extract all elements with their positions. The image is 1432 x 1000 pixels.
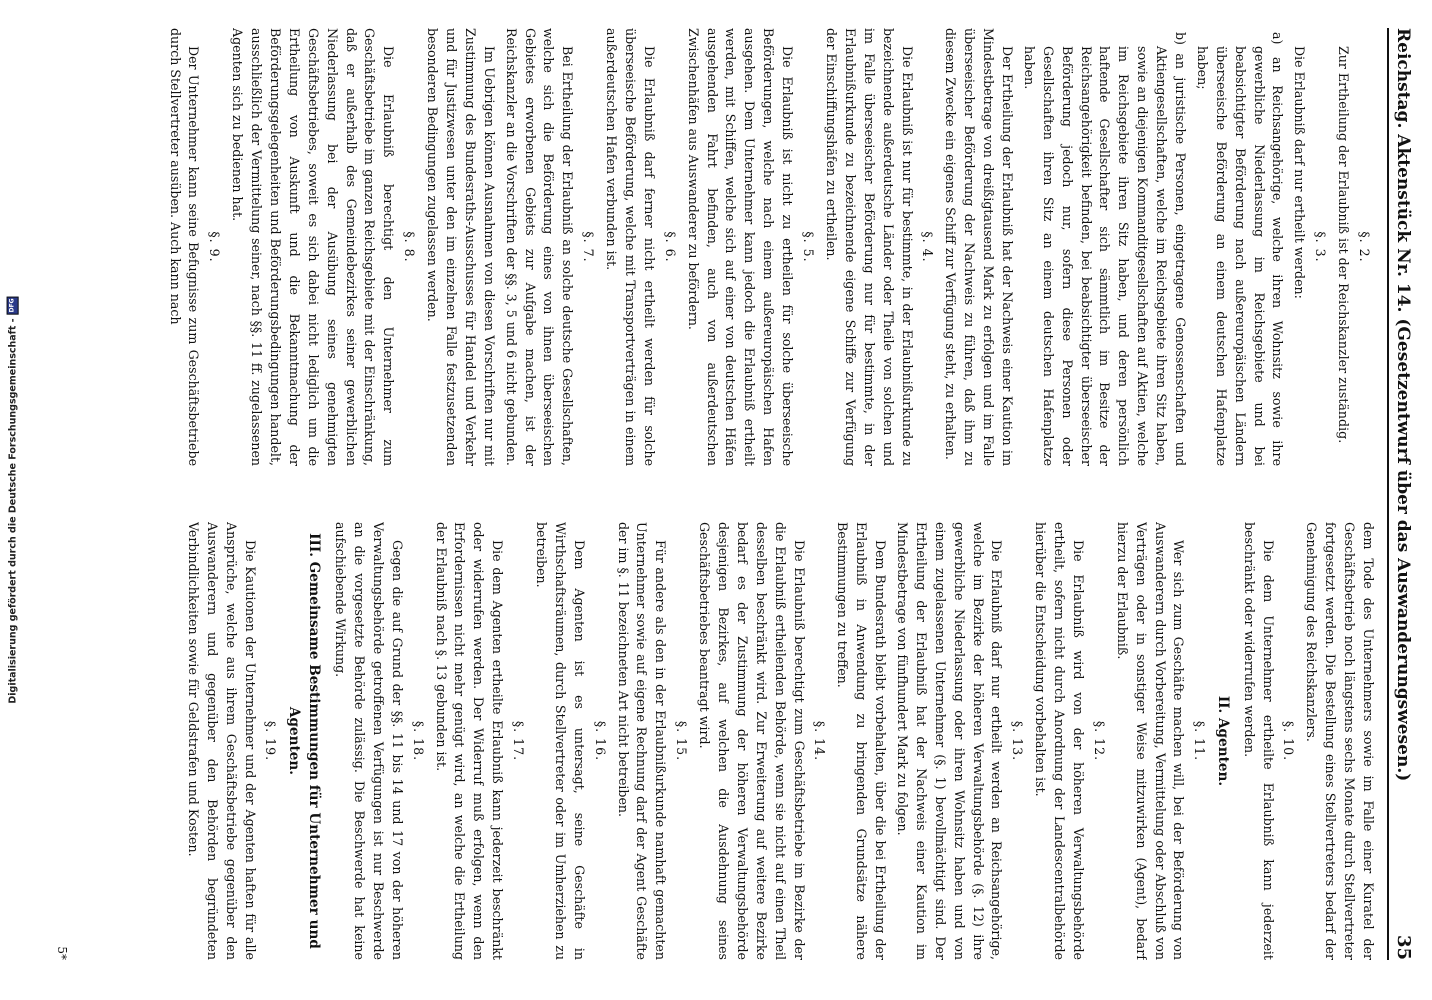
paragraph: Die dem Agenten ertheilte Erlaubniß kann jederzeit beschränkt oder widerrufen werden. Der Widerruf muß erfolgen, wenn den Erfordernissen nicht mehr genügt wird, an welche die Ertheilung der Erlaubniß nach §. 13 gebunden ist.: [433, 521, 506, 960]
paragraph: Die Erlaubniß darf nur ertheilt werden an Reichsangehörige, welche im Bezirke der höheren Verwaltungsbehörde (§. 12) ihre gewerbliche Niederlassung oder ihren Wohnsitz haben und von einem zugelassenen Unternehmer (§. 1) bevollmächtigt sind. Der Ertheilung der Erlaubniß hat der Nachweis einer Kaution im Mindestbetrage von fünfhundert Mark zu folgen.: [895, 521, 1005, 960]
dfg-logo: DFG: [7, 296, 19, 314]
section-number: §. 10.: [1281, 720, 1297, 762]
section-number: §. 11.: [1192, 720, 1208, 762]
section-number: §. 12.: [1091, 720, 1107, 762]
paragraph: Für andere als den in der Erlaubnißurkunde namhaft gemachten Unternehmer sowie auf eigene Rechnung darf der Agent Geschäfte der im §. 11 bezeichneten Art nicht betreiben.: [615, 521, 669, 960]
page-number: 35: [1393, 934, 1414, 960]
paragraph: Die Erlaubniß berechtigt zum Geschäftsbetriebe im Bezirke der die Erlaubniß ertheilenden Behörde, wenn sie nicht auf einen Theil desselben beschränkt wird. Zur Erweiterung auf weitere Bezirke bedarf es der Zustimmung der höheren Verwaltungsbehörde desjenigen Bezirkes, auf welchen die Ausdehnung seines Geschäftsbetriebes beantragt wird.: [697, 521, 807, 960]
section-number: §. 13.: [1010, 720, 1026, 762]
list-item: b) an juristische Personen, eingetragene Genossenschaften und Aktiengesellschaften, welche im Reichsgebiete ihren Sitz haben, sowie an diejenigen Kommanditgesellschaften auf Aktien, welche im Reichsgebiete ihren Sitz haben, und deren persönlich haftende Gesellschafter sich sämmtlich im Besitze der Reichsangehörigkeit befinden, bei beabsichtigter überseeischer Beförderung jedoch nur, sofern diese Personen oder Gesellschaften ihren Sitz an einem deutschen Hafenplatze haben.: [1021, 32, 1188, 467]
section-number: §. 4.: [920, 231, 936, 263]
paragraph: Zur Ertheilung der Erlaubniß ist der Reichskanzler zuständig.: [1336, 46, 1352, 444]
paragraph: Der Unternehmer kann seine Befugnisse zum Geschäftsbetriebe durch Stellvertreter ausüben. Auch kann nach: [167, 28, 202, 467]
paragraph: Im Uebrigen können Ausnahmen von diesen Vorschriften nur mit Zustimmung des Bundesraths-Ausschusses für Handel und Verkehr und für Justizwesen unter den im einzelnen Falle festzusetzenden besonderen Bedingungen zugelassen werden.: [425, 28, 497, 467]
paragraph: Die Erlaubniß darf nur ertheilt werden:: [1292, 46, 1308, 299]
section-number: §. 8.: [402, 231, 418, 263]
paragraph: Bei Ertheilung der Erlaubniß an solche deutsche Gesellschaften, welche sich die Beförderung eines von ihnen überseeischen Gebietes erworbenen Gebiets zur Aufgabe machen, ist der Reichskanzler an die Vorschriften der §§. 3, 5 und 6 nicht gebunden.: [503, 28, 576, 467]
right-column: [77, 522, 1377, 960]
paragraph: Wer sich zum Geschäfte machen will, bei der Beförderung von Auswanderern durch Vorbereitung, Vermittelung oder Abschluß von Verträgen oder in sonstiger Weise mitzuwirken (Agent), bedarf hierzu der Erlaubniß.: [1114, 521, 1187, 960]
paragraph: dem Tode des Unternehmers sowie im Falle einer Kuratel der Geschäftsbetrieb noch längstens sechs Monate durch Stellvertreter fortgesetzt werden. Die Bestellung eines Stellvertreters bedarf der Genehmigung des Reichskanzlers.: [1304, 521, 1376, 960]
signature-mark: 5*: [55, 946, 69, 960]
paragraph: Die Erlaubniß darf ferner nicht ertheilt werden für solche überseeische Beförderung, welche mit Transportverträgen in einem außerdeutschen Hafen verbunden ist.: [604, 28, 657, 467]
paragraph: Die Erlaubniß ist nicht zu ertheilen für solche überseeische Beförderungen, welche nach einem außereuropäischen Hafen ausgehen. Dem Unternehmer kann jedoch die Erlaubniß ertheilt werden, mit Schiffen, welche sich auf einer von deutschen Häfen ausgehenden Fahrt befinden, auch von außerdeutschen Zwischenhäfen aus Auswanderer zu befördern.: [685, 28, 796, 467]
paragraph: Die Erlaubniß wird von der höheren Verwaltungsbehörde ertheilt, sofern nicht durch Anordnung der Landescentralbehörde hierüber die Entscheidung vorbehalten ist.: [1033, 521, 1087, 960]
paragraph: Gegen die auf Grund der §§. 11 bis 14 und 17 von der höheren Verwaltungsbehörde getroffenen Verfügungen ist nur Beschwerde an die vorgesetzte Behörde zulässig. Die Beschwerde hat keine aufschiebende Wirkung.: [333, 521, 405, 960]
left-column: [77, 28, 1377, 466]
paragraph: Die dem Unternehmer ertheilte Erlaubniß kann jederzeit beschränkt oder widerrufen werden.: [1241, 521, 1276, 960]
text-columns: [77, 28, 1377, 960]
paragraph: Die Kautionen der Unternehmer und der Agenten haften für alle Ansprüche, welche aus ihrem Geschäftsbetriebe gegenüber den Auswanderern und gegenüber den Behörden begründeten Verbindlichkeiten sowie für Geldstrafen und Kosten.: [185, 521, 258, 960]
digitization-note: Digitalisierung gefördert durch die Deutsche Forschungsgemeinschaft -: [7, 318, 19, 704]
section-heading: III. Gemeinsame Bestimmungen für Unternehmer und Agenten.: [285, 533, 323, 949]
section-number: §. 9.: [207, 231, 223, 263]
paragraph: Die Erlaubniß ist nur für bestimmte, in der Erlaubnißurkunde zu bezeichnende außerdeutsche Länder oder Theile von solchen und im Falle überseeischer Beförderung nur für bestimmte, in der Erlaubnißurkunde zu bezeichnende eigene Schiffe zur Verfügung der Einschiffungshäfen zu ertheilen.: [823, 28, 915, 467]
section-number: §. 16.: [592, 720, 608, 762]
section-number: §. 15.: [674, 720, 690, 762]
paragraph: Dem Agenten ist es untersagt, seine Geschäfte in Wirthschaftsräumen, durch Stellvertreter oder im Umherziehen zu betreiben.: [533, 521, 587, 960]
list-item: a) an Reichsangehörige, welche ihren Wohnsitz sowie ihre gewerbliche Niederlassung im Reichsgebiete und bei beabsichtigter Beförderung nach außereuropäischen Ländern überseeische Beförderung an einem deutschen Hafenplatze haben;: [1194, 32, 1286, 467]
section-number: §. 17.: [511, 720, 527, 762]
paragraph: Die Erlaubniß berechtigt den Unternehmer zum Geschäftsbetriebe im ganzen Reichsgebiete mit der Einschränkung, daß er außerhalb des Gemeindebezirkes seiner gewerblichen Niederlassung bei der Ausübung seines genehmigten Geschäftsbetriebes, soweit es sich dabei nicht lediglich um die Ertheilung von Auskunft und die Bekanntmachung der Beförderungsgelegenheiten und Beförderungsbedingungen handelt, ausschließlich der Vermittelung seiner, nach §§. 11 ff. zugelassenen Agenten sich zu bedienen hat.: [230, 28, 397, 467]
page-header: [1387, 28, 1414, 960]
paragraph: Dem Bundesrath bleibt vorbehalten, über die bei Ertheilung der Erlaubniß in Anwendung zu bringenden Grundsätze nähere Bestimmungen zu treffen.: [835, 521, 889, 960]
paragraph: Der Ertheilung der Erlaubniß hat der Nachweis einer Kaution im Mindestbetrage von dreißigtausend Mark zu erfolgen und im Falle überseeischer Beförderung der Nachweis zu führen, daß ihm zu diesem Zwecke ein eigenes Schiff zur Verfügung steht, zu erhalten.: [943, 28, 1015, 467]
section-number: §. 18.: [410, 720, 426, 762]
page-title: Reichstag. Aktenstück Nr. 14. (Gesetzentwurf über das Auswanderungswesen.): [1393, 28, 1413, 782]
section-number: §. 5.: [801, 231, 817, 263]
section-number: §. 19.: [263, 720, 279, 762]
section-number: §. 2.: [1357, 231, 1372, 263]
section-number: §. 14.: [812, 720, 828, 762]
section-number: §. 6.: [662, 231, 678, 263]
section-heading: II. Agenten.: [1214, 695, 1231, 787]
section-number: §. 3.: [1313, 231, 1329, 263]
section-number: §. 7.: [581, 231, 597, 263]
